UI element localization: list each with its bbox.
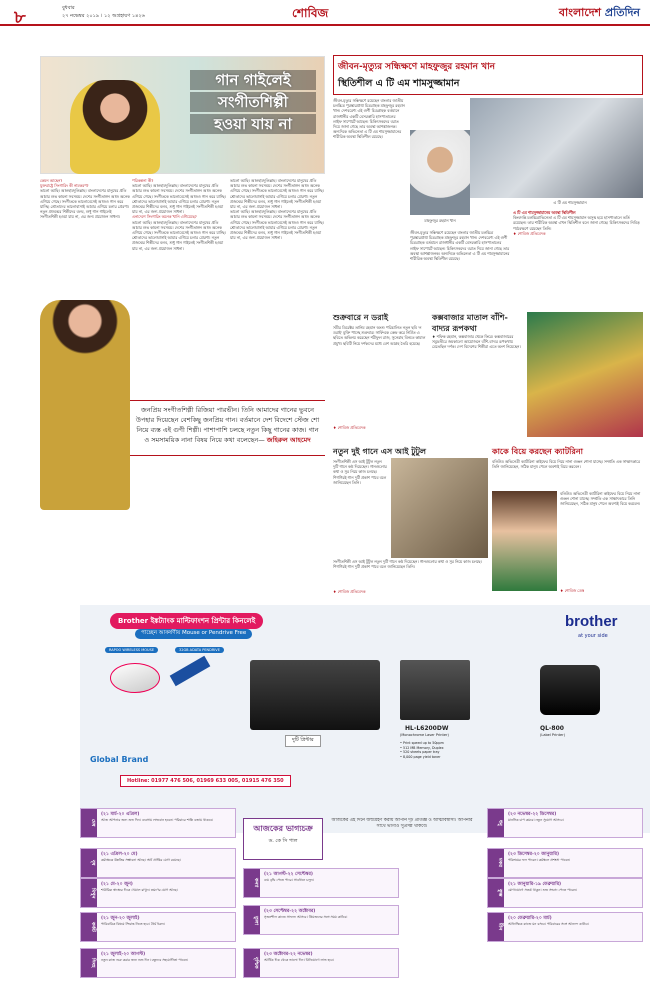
- zodiac-text: শারীরিক স্বাস্থ্যের দিকে খেয়াল রাখুন। ভ্রমণের যোগ আছে।: [101, 888, 178, 892]
- ad-price-badge: দুটি প্রিন্টার: [285, 735, 321, 747]
- ad-subheadline: পাচ্ছেন আকর্ষণীয় Mouse or Pendrive Free: [135, 629, 252, 639]
- model1-name: HL-L6200DW: [405, 725, 449, 732]
- pendrive-image: [170, 656, 211, 686]
- lead-body-continued: জীবন-মৃত্যুর সন্ধিক্ষণে রয়েছেন বাংলার জাতীয় চলচ্চিত্র পুরস্কারপ্রাপ্ত চিত্রগ্রাহক মাহফুজুর রহমান খান। দেশবরেণ্য এই গুণী চিত্রগ্রাহক বর্তমানে রাজধানীর একটি বেসরকারি হাসপাতালের লাইফ সাপোর্টে আছেন। চিকিৎসকদের বরাত দিয়ে জানা গেছে তার অবস্থা আশঙ্কাজনক। অন্যদিকে অভিনেতা এ টি এম শামসুজ্জামানের শারীরিক অবস্থা স্থিতিশীল রয়েছে।: [410, 230, 510, 262]
- zodiac-name: মিথুন: [81, 879, 97, 907]
- answer-text-3: ভালো আছি। আলহামদুলিল্লাহ। বাংলাদেশের মানুষের প্রতি আমার শুভ কামনা সবসময়। দেশের সংগীতাঙ্গন আজ অনেক এগিয়ে গেছে। সংগীতকে ভালোবেসেই আজও গান করে যাচ্ছি। শ্রোতাদের ভালোবাসাই আমার এগিয়ে চলার প্রেরণা। নতুন প্রজন্মের শিল্পীদের বলব, শুধু গান গাইলেই সংগীতশিল্পী হওয়া যায় না, এর জন্য প্রয়োজন সাধনা।: [132, 219, 226, 251]
- article-katrina: [492, 446, 643, 601]
- zodiac-text: কর্মক্ষেত্রে উন্নতির সম্ভাবনা আছে। অর্থ প্রাপ্তির যোগ রয়েছে।: [101, 858, 181, 862]
- article-coxsbazar: [432, 312, 643, 442]
- horoscope-title-box: [243, 818, 323, 860]
- zodiac-date: (২১ জানুয়ারি-১৯ ফেব্রুয়ারি): [508, 882, 562, 887]
- horoscope-intro: আজকের এই দিনে জন্মগ্রহণ করায় আপনি দৃঢ় প্রতিজ্ঞ ও আত্মবিশ্বাসী। আপনার সাথে ভাগ্যও সুপ্রসন্ন থাকবে।: [331, 818, 473, 829]
- zodiac-name: বৃশ্চিক: [244, 949, 260, 977]
- camera-photo: [470, 98, 643, 198]
- section-title: শোবিজ: [292, 6, 329, 20]
- zodiac-name: সিংহ: [81, 949, 97, 977]
- lead-photo-caption-1: মাহফুজুর রহমান খান: [424, 218, 456, 223]
- feature-qa-column-1: [40, 178, 130, 298]
- horoscope-title: আজকের ভাগ্যচক্র: [253, 824, 313, 833]
- lead-body: জীবন-মৃত্যুর সন্ধিক্ষণে রয়েছেন বাংলার জাতীয় চলচ্চিত্র পুরস্কারপ্রাপ্ত চিত্রগ্রাহক মাহফুজুর রহমান খান। দেশবরেণ্য এই গুণী চিত্রগ্রাহক বর্তমানে রাজধানীর একটি বেসরকারি হাসপাতালের লাইফ সাপোর্টে আছেন। চিকিৎসকদের বরাত দিয়ে জানা গেছে তার অবস্থা আশঙ্কাজনক। অন্যদিকে অভিনেতা এ টি এম শামসুজ্জামানের শারীরিক অবস্থা স্থিতিশীল রয়েছে।: [333, 98, 405, 140]
- zodiac-text: যোগাযোগে সতর্ক থাকুন। শুভ সংবাদ পেতে পারেন।: [508, 888, 577, 892]
- lead-photo-caption-2: এ টি এম শামসুজ্জামান: [553, 200, 587, 205]
- zodiac-sign-4: [80, 948, 236, 978]
- article-si-tutul-body: সংগীতশিল্পী এস আই টুটুল নতুন দুটি গানে কণ্ঠ দিয়েছেন। গানগুলোর কথা ও সুর নিয়ে কাজ চলছে। শিগগিরই গান দুটি প্রকাশ পাবে বলে জানিয়েছেন তিনি।: [333, 459, 387, 485]
- si-tutul-guitar-photo: [391, 458, 488, 558]
- article-na-dorai-credit: ♦ শোবিজ প্রতিবেদক: [333, 425, 366, 430]
- zodiac-date: (২৩ ডিসেম্বর-২০ জানুয়ারি): [508, 852, 560, 857]
- lead-headline-line-1: জীবন-মৃত্যুর সন্ধিক্ষণে মাহফুজুর রহমান খান: [338, 62, 496, 72]
- katrina-photo: [492, 491, 557, 591]
- page-header: [0, 0, 650, 26]
- article-na-dorai-title: শুক্রবারে ন ডরাই: [333, 313, 389, 322]
- global-brand-logo: Global Brand: [90, 755, 149, 764]
- interviewer-byline: জহিরুল আহমেদ: [266, 436, 311, 444]
- mahfuzur-portrait-photo: [410, 130, 470, 215]
- laser-printer-image: [400, 660, 470, 720]
- answer-text-4: ভালো আছি। আলহামদুলিল্লাহ। বাংলাদেশের মানুষের প্রতি আমার শুভ কামনা সবসময়। দেশের সংগীতাঙ্গন আজ অনেক এগিয়ে গেছে। সংগীতকে ভালোবেসেই আজও গান করে যাচ্ছি। শ্রোতাদের ভালোবাসাই আমার এগিয়ে চলার প্রেরণা। নতুন প্রজন্মের শিল্পীদের বলব, শুধু গান গাইলেই সংগীতশিল্পী হওয়া যায় না, এর জন্য প্রয়োজন সাধনা।: [230, 178, 324, 210]
- ad-offer-mouse: RAPOO WIRELESS MOUSE: [105, 647, 158, 653]
- pullquote: [130, 400, 325, 456]
- feature-qa-column-3: [230, 178, 325, 508]
- zodiac-sign-0: [80, 808, 236, 838]
- answer-text-2: ভালো আছি। আলহামদুলিল্লাহ। বাংলাদেশের মানুষের প্রতি আমার শুভ কামনা সবসময়। দেশের সংগীতাঙ্গন আজ অনেক এগিয়ে গেছে। সংগীতকে ভালোবেসেই আজও গান করে যাচ্ছি। শ্রোতাদের ভালোবাসাই আমার এগিয়ে চলার প্রেরণা। নতুন প্রজন্মের শিল্পীদের বলব, শুধু গান গাইলেই সংগীতশিল্পী হওয়া যায় না, এর জন্য প্রয়োজন সাধনা।: [132, 183, 226, 215]
- article-katrina-title: কাকে বিয়ে করছেন ক্যাটরিনা: [492, 447, 583, 456]
- article-si-tutul-body-2: সংগীতশিল্পী এস আই টুটুল নতুন দুটি গানে কণ্ঠ দিয়েছেন। গানগুলোর কথা ও সুর নিয়ে কাজ চলছে। শিগগিরই গান দুটি প্রকাশ পাবে বলে জানিয়েছেন তিনি।: [333, 559, 482, 570]
- zodiac-date: (২৩ অক্টোবর-২২ নভেম্বর): [264, 952, 313, 957]
- zodiac-sign-11: [487, 912, 643, 942]
- article-si-tutul-title: নতুন দুই গানে এস আই টুটুল: [333, 447, 426, 456]
- mouse-image: [110, 663, 160, 693]
- zodiac-name: কর্কট: [81, 913, 97, 941]
- page-number: ৮: [14, 7, 26, 28]
- inktank-printer-image: [250, 660, 380, 730]
- lead-headline-line-2: স্থিতিশীল এ টি এম শামসুজ্জামান: [338, 78, 460, 89]
- zodiac-date: (২১ এপ্রিল-২০ মে): [101, 852, 138, 857]
- article-coxsbazar-body: ♦ শফিক রহমান, কক্সবাজার থেকে ফিরে। কক্সবাজারের সমুদ্রতীরে জমকালো আয়োজনে বাঁশি-বাদ্যর রূপকথায় মেতেছিল দর্শক। দেশ বিদেশের শিল্পীরা এতে অংশ নিয়েছেন।: [432, 334, 521, 350]
- lead-headline: [333, 55, 643, 95]
- zodiac-name: মীন: [488, 913, 504, 941]
- model1-features: • Print speed up to 50ppm • 512 MB Memory, Duplex • 520 sheets paper tray • 8,000 page yield toner: [400, 741, 444, 759]
- feature-qa-column-2: [132, 178, 227, 508]
- brand-sub: প্রতিদিন: [604, 6, 640, 19]
- pullquote-text: জনপ্রিয় সংগীতশিল্পী রিজিয়া পারভীন। তিনি আমাদের গানের ভুবনে উপহার দিয়েছেন বেশকিছু জনপ্রিয় গান। বর্তমানে দেশ বিদেশে স্টেজ শো নিয়ে ব্যস্ত এই গুণী শিল্পী। পাশাপাশি চলছে নতুন কিছু গানের কাজ। গান ও সমসাময়িক নানা বিষয় নিয়ে কথা বলেছেন—: [135, 406, 320, 444]
- article-katrina-credit: ♦ শোবিজ ডেস্ক: [560, 588, 585, 593]
- zodiac-date: (২০ ফেব্রুয়ারি-২০ মার্চ): [508, 916, 552, 921]
- article-katrina-body-2: বলিউড অভিনেত্রী ক্যাটরিনা কাইফের বিয়ে নিয়ে নানা গুঞ্জন শোনা যাচ্ছে। সম্প্রতি এক সাক্ষাৎকারে তিনি জানিয়েছেন, সঠিক মানুষ পেলে অবশ্যই বিয়ে করবেন।: [560, 491, 641, 507]
- zodiac-sign-1: [80, 848, 236, 878]
- zodiac-date: (২৩ সেপ্টেম্বর-২২ অক্টোবর): [264, 909, 316, 914]
- article-na-dorai-body: সমীর ডিরেক্টর তানিম রহমান অংশু পরিচালিত নতুন ছবি 'ন ডরাই' মুক্তি পাচ্ছে শুক্রবার। সার্ফিংকে কেন্দ্র করে নির্মিত এ ছবিতে অভিনয় করেছেন শরীফুল রাজ, সুনেরাহ বিনতে কামাল প্রমুখ। ছবিটি নিয়ে দর্শকদের মধ্যে বেশ আগ্রহ তৈরি হয়েছে।: [333, 325, 426, 346]
- zodiac-date: (২১ জুলাই-২০ আগস্ট): [101, 952, 146, 957]
- zodiac-name: কন্যা: [244, 869, 260, 897]
- lead-sub-headline: এ টি এম শামসুজ্জামানের অবস্থা স্থিতিশীল: [513, 210, 576, 215]
- zodiac-text: নতুন কাজ শুরু করার জন্য শুভ দিন। বন্ধুদের সহযোগিতা পাবেন।: [101, 958, 189, 962]
- headline-line-2: সংগীতশিল্পী: [190, 92, 316, 112]
- zodiac-text: আজ আপনার জন্য শুভ দিন। ব্যবসায় লাভবান হবেন। পরিবারে শান্তি বজায় থাকবে।: [101, 818, 214, 822]
- lead-credit: ♦ শোবিজ প্রতিবেদক: [513, 230, 546, 236]
- zodiac-date: (২১ জুন-২০ জুলাই): [101, 916, 140, 921]
- ad-headline: Brother ইঙ্কট্যাংক মাল্টিফাংশন প্রিন্টার কিনলেই: [110, 613, 263, 629]
- zodiac-sign-9: [487, 848, 643, 878]
- answer-text-5: ভালো আছি। আলহামদুলিল্লাহ। বাংলাদেশের মানুষের প্রতি আমার শুভ কামনা সবসময়। দেশের সংগীতাঙ্গন আজ অনেক এগিয়ে গেছে। সংগীতকে ভালোবেসেই আজও গান করে যাচ্ছি। শ্রোতাদের ভালোবাসাই আমার এগিয়ে চলার প্রেরণা। নতুন প্রজন্মের শিল্পীদের বলব, শুধু গান গাইলেই সংগীতশিল্পী হওয়া যায় না, এর জন্য প্রয়োজন সাধনা।: [230, 209, 324, 241]
- headline-line-1: গান গাইলেই: [190, 70, 316, 90]
- brother-advertisement[interactable]: [80, 605, 650, 833]
- zodiac-name: কুম্ভ: [488, 879, 504, 907]
- zodiac-sign-2: [80, 878, 236, 908]
- singer-photo-top: [70, 80, 160, 174]
- lead-sub-article: [513, 210, 643, 310]
- headline-line-3: হওয়া যায় না: [190, 114, 316, 134]
- zodiac-sign-10: [487, 878, 643, 908]
- ad-hotline: Hotline: 01977 476 506, 01969 633 005, 01915 476 350: [120, 775, 291, 787]
- zodiac-date: (২১ মে-২০ জুন): [101, 882, 133, 887]
- question-1: কেমন আছেন?: [40, 178, 63, 183]
- zodiac-text: আর্থিক দিক থেকে ভালো দিন। বিনিয়োগে লাভ হবে।: [264, 958, 334, 962]
- ad-offer-pendrive: 32GB ADATA PENDRIVE: [175, 647, 224, 653]
- article-coxsbazar-title: কক্সবাজার মাতাল বাঁশি-বাদ্যর রূপকথা: [432, 313, 508, 333]
- zodiac-text: আধ্যাত্মিক কাজে মন বসবে। পরিবারের সঙ্গে আনন্দে কাটবে।: [508, 922, 589, 926]
- article-si-tutul: [333, 446, 488, 601]
- brother-tagline: at your side: [578, 633, 608, 639]
- brother-logo: brother: [565, 613, 618, 630]
- model2-name: QL-800: [540, 725, 564, 732]
- zodiac-name: তুলা: [244, 906, 260, 934]
- zodiac-sign-6: [243, 905, 399, 935]
- feature-headline: [190, 68, 316, 136]
- zodiac-sign-7: [243, 948, 399, 978]
- zodiac-date: (২১ মার্চ-২০ এপ্রিল): [101, 812, 140, 817]
- zodiac-text: সৃজনশীল কাজে সাফল্য আসবে। প্রিয়জনের সঙ্গে সময় কাটবে।: [264, 915, 348, 919]
- lead-sub-body: কিংবদন্তি চলচ্চিত্রাভিনেতা এ টি এম শামসুজ্জামান অসুস্থ হয়ে হাসপাতালে ভর্তি রয়েছেন। তার শারীরিক অবস্থা এখন স্থিতিশীল বলে জানা গেছে। চিকিৎসকদের নিবিড় পর্যবেক্ষণে রয়েছেন তিনি।: [513, 215, 640, 231]
- zodiac-text: মানসিক চাপ কমবে। নতুন সুযোগ আসবে।: [508, 818, 564, 822]
- zodiac-sign-3: [80, 912, 236, 942]
- answer-text: ভালো আছি। আলহামদুলিল্লাহ। বাংলাদেশের মানুষের প্রতি আমার শুভ কামনা সবসময়। দেশের সংগীতাঙ্গন আজ অনেক এগিয়ে গেছে। সংগীতকে ভালোবেসেই আজও গান করে যাচ্ছি। শ্রোতাদের ভালোবাসাই আমার এগিয়ে চলার প্রেরণা। নতুন প্রজন্মের শিল্পীদের বলব, শুধু গান গাইলেই সংগীতশিল্পী হওয়া যায় না, এর জন্য প্রয়োজন সাধনা।: [40, 188, 130, 220]
- zodiac-text: পরিশ্রমের ফল পাবেন। কর্মস্থলে প্রশংসা পাবেন।: [508, 858, 571, 862]
- zodiac-name: মেষ: [81, 809, 97, 837]
- question-4: এনাদেশে সিংগারিং অনেক খানি এগিয়েছে?: [132, 214, 197, 220]
- zodiac-name: বৃষ: [81, 849, 97, 877]
- horoscope-author: ড. কে সি পাল: [268, 838, 298, 844]
- newspaper-logo: [559, 4, 640, 23]
- article-si-tutul-credit: ♦ শোবিজ প্রতিবেদক: [333, 589, 366, 594]
- coxsbazar-performer-photo: [527, 312, 643, 437]
- zodiac-date: (২১ আগস্ট-২২ সেপ্টেম্বর): [264, 872, 313, 877]
- question-2: যুক্তরাষ্ট্রে সিংগারিং কী নামকরণ?: [40, 183, 89, 189]
- question-3: পরিকল্পনা কী?: [132, 178, 154, 183]
- zodiac-text: পারিবারিক বিষয়ে সিদ্ধান্ত নিতে হবে। ধৈর্য ধরুন।: [101, 922, 165, 926]
- zodiac-sign-8: [487, 808, 643, 838]
- label-printer-image: [540, 665, 600, 715]
- issue-full-date: ২৭ নভেম্বর ২০১৯ । ১২ অগ্রহায়ণ ১৪২৬: [62, 13, 145, 19]
- zodiac-date: (২৩ নভেম্বর-২২ ডিসেম্বর): [508, 812, 557, 817]
- article-na-dorai: [333, 312, 428, 442]
- zodiac-sign-5: [243, 868, 399, 898]
- issue-day: বুধবার: [62, 5, 75, 11]
- zodiac-text: ব্যয় বৃদ্ধি পেতে পারে। সাবধানে চলুন।: [264, 878, 314, 882]
- model2-desc: (Label Printer): [540, 733, 565, 737]
- zodiac-name: ধনু: [488, 809, 504, 837]
- model1-desc: (Monochrome Laser Printer): [400, 733, 449, 737]
- issue-date: [62, 4, 145, 20]
- article-katrina-body: বলিউড অভিনেত্রী ক্যাটরিনা কাইফের বিয়ে নিয়ে নানা গুঞ্জন শোনা যাচ্ছে। সম্প্রতি এক সাক্ষাৎকারে তিনি জানিয়েছেন, সঠিক মানুষ পেলে অবশ্যই বিয়ে করবেন।: [492, 459, 640, 470]
- singer-photo-full: [40, 300, 130, 510]
- zodiac-name: মকর: [488, 849, 504, 877]
- brand-main: বাংলাদেশ: [558, 6, 602, 19]
